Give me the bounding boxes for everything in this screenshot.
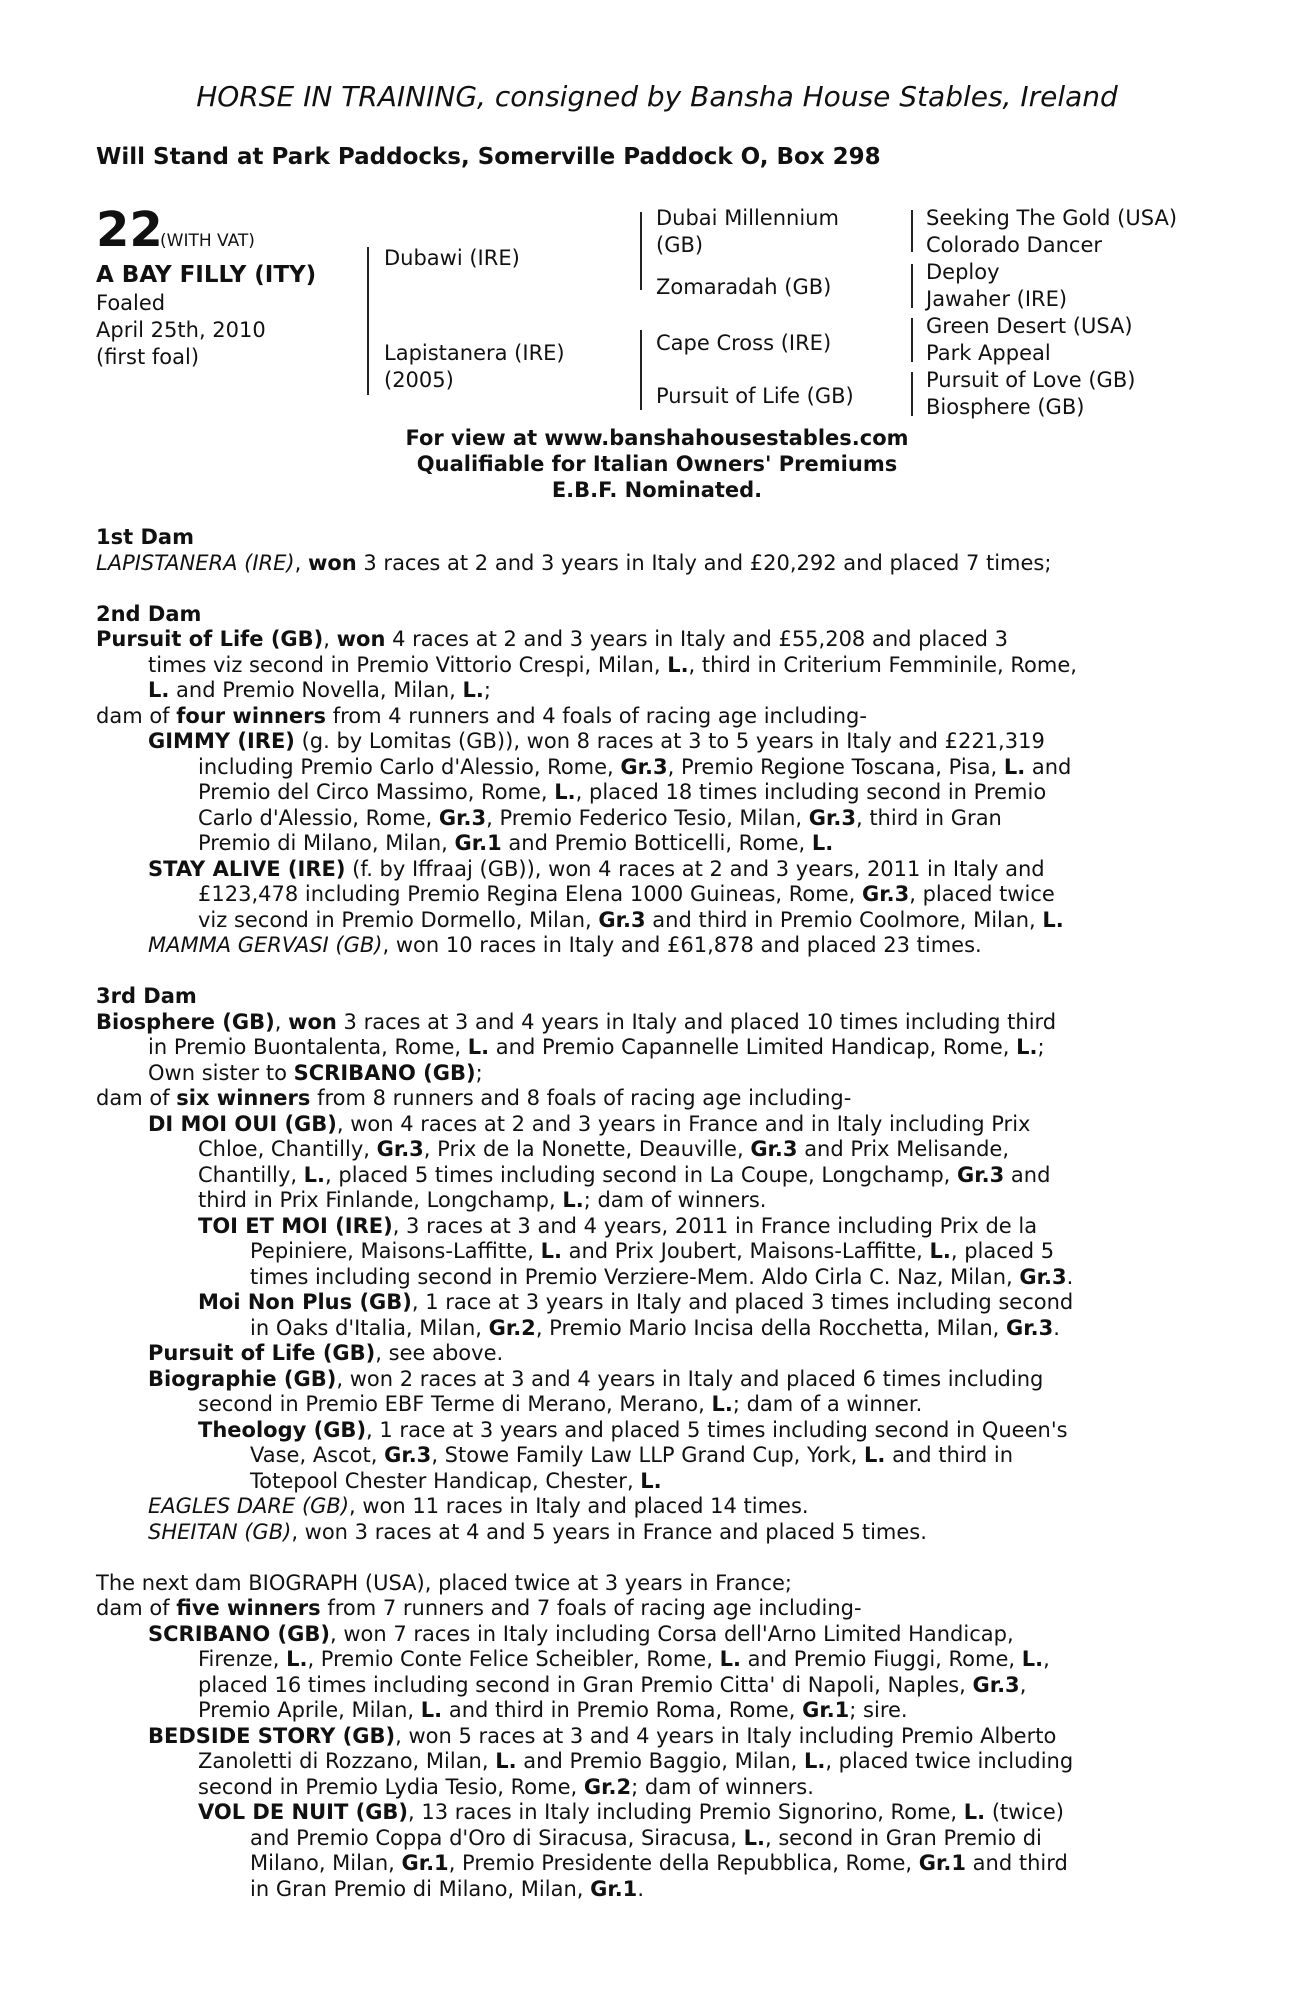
- text: second in Premio Lydia Tesio, Rome,: [198, 1774, 584, 1799]
- catalogue-line: [96, 1494, 1204, 1520]
- text: , won 2 races at 3 and 4 years in Italy and placed 6 times including: [336, 1366, 1044, 1391]
- text: ; dam of winners.: [631, 1774, 814, 1799]
- text: and Prix Melisande,: [797, 1137, 1009, 1161]
- bold-text: Biosphere (GB): [96, 1009, 275, 1034]
- spacer: [96, 576, 1204, 602]
- bold-text: won: [307, 550, 357, 575]
- catalogue-line: [96, 1596, 1204, 1622]
- catalogue-line: [96, 704, 1204, 730]
- text: , Premio Presidente della Repubblica, Rome,: [448, 1851, 919, 1875]
- text: , third in Gran: [855, 805, 1002, 830]
- bold-text: five winners: [176, 1596, 321, 1620]
- catalogue-line: [96, 1341, 1204, 1367]
- vat-note: (WITH VAT): [160, 231, 255, 251]
- bold-text: 2nd Dam: [96, 601, 202, 626]
- bold-text: L.: [743, 1825, 765, 1850]
- pedigree-brace: [911, 264, 913, 308]
- catalogue-line: [96, 602, 1204, 628]
- text: Totepool Chester Handicap, Chester,: [250, 1468, 641, 1493]
- catalogue-line: [96, 1877, 1204, 1903]
- catalogue-line: [96, 551, 1204, 577]
- bold-text: Biographie (GB): [148, 1366, 337, 1391]
- text: , won 4 races at 2 and 3 years in France and in Italy including Prix: [336, 1111, 1031, 1136]
- bold-text: four winners: [176, 703, 327, 728]
- catalogue-line: [96, 755, 1204, 781]
- pedigree-gg5: Green Desert (USA): [926, 314, 1133, 338]
- catalogue-line: [96, 1163, 1204, 1189]
- pedigree-gg1: Seeking The Gold (USA): [926, 206, 1178, 230]
- text: , placed 5 times including second in La Coupe, Longchamp,: [325, 1162, 958, 1187]
- text: Zanoletti di Rozzano, Milan,: [198, 1749, 496, 1773]
- text: , Premio Federico Tesio, Milan,: [486, 805, 809, 830]
- text: .: [1053, 1315, 1060, 1340]
- catalogue-line: [96, 780, 1204, 806]
- bold-text: L.: [864, 1443, 886, 1467]
- pedigree-sire-dam: Zomaradah (GB): [656, 275, 832, 299]
- bold-text: Pursuit of Life (GB): [96, 627, 324, 651]
- text: , placed 18 times including second in Premio: [575, 780, 1047, 804]
- catalogue-line: [96, 525, 1204, 551]
- bold-text: Gr.3: [620, 754, 668, 779]
- bold-text: Gr.1: [454, 831, 502, 855]
- pedigree-brace: [640, 212, 642, 290]
- ebf-note: E.B.F. Nominated.: [551, 478, 763, 502]
- catalogue-body: [96, 525, 1204, 1902]
- pedigree-dam-sire: Cape Cross (IRE): [656, 331, 832, 355]
- bold-text: L.: [667, 652, 689, 677]
- text: , Premio Regione Toscana, Pisa,: [667, 754, 1004, 779]
- pedigree-gg6: Park Appeal: [926, 341, 1051, 365]
- text: ,: [1043, 1647, 1050, 1671]
- stand-location: Will Stand at Park Paddocks, Somerville Paddock O, Box 298: [96, 144, 881, 170]
- bold-text: L.: [1021, 1647, 1044, 1671]
- bold-text: L.: [963, 1800, 986, 1824]
- text: Chantilly,: [198, 1162, 304, 1187]
- bold-text: Gr.1: [590, 1876, 638, 1901]
- catalogue-line: [96, 729, 1204, 755]
- text: , 13 races in Italy including Premio Signorino, Rome,: [408, 1800, 964, 1824]
- spacer: [96, 959, 1204, 985]
- catalogue-line: [96, 1622, 1204, 1648]
- bold-text: L.: [467, 1035, 490, 1059]
- bold-text: Gr.2: [488, 1315, 536, 1340]
- text: ,: [323, 627, 337, 651]
- bold-text: TOI ET MOI (IRE): [198, 1213, 393, 1238]
- text: Milano, Milan,: [250, 1851, 402, 1875]
- text: , Stowe Family Law LLP Grand Cup, York,: [431, 1443, 865, 1467]
- text: , placed twice including: [825, 1749, 1074, 1773]
- text: , won 11 races in Italy and placed 14 times.: [349, 1494, 809, 1518]
- bold-text: L.: [1042, 907, 1064, 932]
- text: (twice): [985, 1800, 1064, 1824]
- catalogue-line: [96, 882, 1204, 908]
- catalogue-line: [96, 1800, 1204, 1826]
- pedigree-sire-sire: Dubai Millennium: [656, 206, 839, 230]
- bold-text: 3rd Dam: [96, 984, 197, 1008]
- bold-text: L.: [711, 1392, 733, 1416]
- text: and third: [965, 1851, 1068, 1875]
- text: and: [1025, 754, 1072, 779]
- catalogue-line: [96, 908, 1204, 934]
- catalogue-line: [96, 1188, 1204, 1214]
- bold-text: SCRIBANO (GB): [148, 1621, 330, 1646]
- text: , 1 race at 3 years in Italy and placed 3 times including second: [411, 1290, 1074, 1314]
- bold-text: Gr.3: [376, 1137, 424, 1161]
- bold-text: Gr.1: [401, 1851, 449, 1875]
- text: and: [1004, 1162, 1051, 1187]
- horse-name: A BAY FILLY (ITY): [96, 262, 317, 288]
- text: £123,478 including Premio Regina Elena 1000 Guineas, Rome,: [198, 882, 863, 906]
- text: in Oaks d'Italia, Milan,: [250, 1315, 489, 1340]
- catalogue-line: [96, 933, 1204, 959]
- bold-text: six winners: [176, 1086, 311, 1110]
- pedigree-dam: Lapistanera (IRE): [384, 341, 565, 365]
- text: ;: [483, 678, 491, 702]
- text: .: [1066, 1264, 1074, 1289]
- catalogue-line: [96, 1418, 1204, 1444]
- bold-text: L.: [811, 831, 834, 855]
- text: and Premio Novella, Milan,: [169, 678, 463, 702]
- spacer: [96, 1545, 1204, 1571]
- catalogue-line: [96, 1647, 1204, 1673]
- foaled-date: April 25th, 2010: [96, 318, 266, 342]
- text: and Premio Baggio, Milan,: [516, 1749, 804, 1773]
- pedigree-brace: [911, 210, 913, 252]
- catalogue-line: [96, 653, 1204, 679]
- view-url: For view at www.banshahousestables.com: [405, 426, 909, 450]
- bold-text: Theology (GB): [198, 1417, 367, 1442]
- catalogue-line: [96, 1112, 1204, 1138]
- pedigree-brace: [911, 372, 913, 416]
- catalogue-line: [96, 1826, 1204, 1852]
- text: Premio di Milano, Milan,: [198, 831, 455, 855]
- catalogue-line: [96, 1290, 1204, 1316]
- text: in Gran Premio di Milano, Milan,: [250, 1876, 591, 1901]
- catalogue-line: [96, 984, 1204, 1010]
- bold-text: L.: [1003, 754, 1026, 779]
- pedigree-gg8: Biosphere (GB): [926, 395, 1085, 419]
- text: Pepiniere, Maisons-Laffitte,: [250, 1239, 541, 1263]
- catalogue-line: [96, 1010, 1204, 1036]
- text: placed 16 times including second in Gran Premio Citta' di Napoli, Naples,: [198, 1672, 973, 1697]
- text: ; dam of a winner.: [732, 1392, 923, 1416]
- text: , won 7 races in Italy including Corsa dell'Arno Limited Handicap,: [329, 1621, 1014, 1646]
- bold-text: Gr.3: [750, 1137, 798, 1161]
- bold-text: Gr.3: [1019, 1264, 1067, 1289]
- bold-text: L.: [303, 1162, 326, 1187]
- bold-text: L.: [929, 1239, 951, 1263]
- text: Chloe, Chantilly,: [198, 1137, 377, 1161]
- text: from 4 runners and 4 foals of racing age including-: [326, 703, 867, 728]
- foaled-label: Foaled: [96, 291, 166, 315]
- text: and third in: [885, 1443, 1014, 1467]
- text: Carlo d'Alessio, Rome,: [198, 805, 439, 830]
- pedigree-gg2: Colorado Dancer: [926, 233, 1102, 257]
- catalogue-line: [96, 1443, 1204, 1469]
- pedigree-sire-sire-suffix: (GB): [656, 233, 704, 257]
- bold-text: L.: [148, 678, 170, 702]
- text: , won 5 races at 3 and 4 years in Italy including Premio Alberto: [395, 1723, 1057, 1748]
- bold-text: Gr.3: [808, 805, 856, 830]
- text: and Prix Joubert, Maisons-Laffitte,: [561, 1239, 930, 1263]
- foal-note: (first foal): [96, 345, 200, 369]
- bold-text: won: [288, 1009, 337, 1034]
- catalogue-line: [96, 1469, 1204, 1495]
- bold-text: DI MOI OUI (GB): [148, 1111, 337, 1136]
- catalogue-line: [96, 857, 1204, 883]
- pedigree-dam-year: (2005): [384, 368, 454, 392]
- catalogue-line: [96, 1749, 1204, 1775]
- catalogue-line: [96, 1214, 1204, 1240]
- text: , placed 5: [950, 1239, 1055, 1263]
- bold-text: L.: [640, 1468, 662, 1493]
- text: , 1 race at 3 years and placed 5 times including second in Queen's: [366, 1417, 1068, 1442]
- catalogue-line: [96, 678, 1204, 704]
- text: , second in Gran Premio di: [765, 1825, 1042, 1850]
- text: dam of: [96, 703, 177, 728]
- catalogue-line: [96, 1520, 1204, 1546]
- text: from 8 runners and 8 foals of racing age including-: [310, 1086, 852, 1110]
- catalogue-line: [96, 1724, 1204, 1750]
- catalogue-line: [96, 627, 1204, 653]
- italic-text: EAGLES DARE (GB): [148, 1494, 350, 1518]
- text: , 3 races at 3 and 4 years, 2011 in France including Prix de la: [392, 1213, 1038, 1238]
- bold-text: L.: [562, 1188, 584, 1212]
- text: Firenze,: [198, 1647, 287, 1671]
- text: and third in Premio Coolmore, Milan,: [645, 907, 1043, 932]
- bold-text: Gr.1: [918, 1851, 966, 1875]
- pedigree-dam-dam: Pursuit of Life (GB): [656, 384, 854, 408]
- catalogue-line: [96, 1316, 1204, 1342]
- text: 3 races at 3 and 4 years in Italy and placed 10 times including third: [336, 1009, 1057, 1034]
- bold-text: Pursuit of Life (GB): [148, 1341, 376, 1365]
- text: ,: [274, 1009, 289, 1034]
- lot-number: 22: [96, 202, 163, 258]
- text: .: [637, 1876, 644, 1901]
- bold-text: won: [336, 627, 386, 651]
- italic-text: SHEITAN (GB): [148, 1519, 292, 1544]
- text: ; dam of winners.: [583, 1188, 767, 1212]
- bold-text: Gr.3: [598, 907, 646, 932]
- bold-text: Gr.3: [384, 1443, 432, 1467]
- catalogue-line: [96, 1239, 1204, 1265]
- catalogue-line: [96, 1035, 1204, 1061]
- bold-text: BEDSIDE STORY (GB): [148, 1723, 396, 1748]
- bold-text: Gr.2: [583, 1774, 632, 1799]
- catalogue-line: [96, 1851, 1204, 1877]
- catalogue-line: [96, 1137, 1204, 1163]
- text: , Prix de la Nonette, Deauville,: [423, 1137, 751, 1161]
- text: viz second in Premio Dormello, Milan,: [198, 907, 599, 932]
- text: 3 races at 2 and 3 years in Italy and £20,292 and placed 7 times;: [356, 550, 1052, 575]
- catalogue-line: [96, 831, 1204, 857]
- text: , won 10 races in Italy and £61,878 and placed 23 times.: [382, 933, 982, 957]
- text: Vase, Ascot,: [250, 1443, 385, 1467]
- catalogue-line: [96, 1061, 1204, 1087]
- bold-text: Moi Non Plus (GB): [198, 1290, 412, 1314]
- text: and Premio Botticelli, Rome,: [501, 831, 812, 855]
- catalogue-line: [96, 1086, 1204, 1112]
- text: , placed twice: [909, 882, 1055, 906]
- text: times including second in Premio Verziere-Mem. Aldo Cirla C. Naz, Milan,: [250, 1264, 1020, 1289]
- text: and third in Premio Roma, Rome,: [442, 1698, 803, 1722]
- text: Premio del Circo Massimo, Rome,: [198, 780, 555, 804]
- bold-text: Gr.3: [862, 882, 910, 906]
- bold-text: 1st Dam: [96, 525, 194, 549]
- pedigree-brace: [640, 330, 642, 410]
- bold-text: L.: [286, 1647, 308, 1671]
- catalogue-line: [96, 1265, 1204, 1291]
- pedigree-gg7: Pursuit of Love (GB): [926, 368, 1136, 392]
- text: , third in Criterium Femminile, Rome,: [688, 652, 1077, 677]
- text: and Premio Fiuggi, Rome,: [740, 1647, 1022, 1671]
- bold-text: GIMMY (IRE): [148, 729, 295, 753]
- bold-text: L.: [719, 1647, 741, 1671]
- text: (g. by Lomitas (GB)), won 8 races at 3 to 5 years in Italy and £221,319: [294, 729, 1045, 753]
- text: ,: [1019, 1672, 1027, 1697]
- text: from 7 runners and 7 foals of racing age including-: [320, 1596, 862, 1620]
- catalogue-line: [96, 1392, 1204, 1418]
- text: including Premio Carlo d'Alessio, Rome,: [198, 754, 621, 779]
- text: and Premio Coppa d'Oro di Siracusa, Siracusa,: [250, 1825, 744, 1850]
- bold-text: SCRIBANO (GB): [293, 1060, 476, 1085]
- text: in Premio Buontalenta, Rome,: [148, 1035, 468, 1059]
- text: , see above.: [375, 1341, 504, 1365]
- text: dam of: [96, 1596, 177, 1620]
- text: , Premio Conte Felice Scheibler, Rome,: [307, 1647, 720, 1671]
- text: Own sister to: [148, 1060, 294, 1085]
- bold-text: VOL DE NUIT (GB): [198, 1800, 409, 1824]
- catalogue-line: [96, 806, 1204, 832]
- bold-text: Gr.3: [1006, 1315, 1054, 1340]
- bold-text: L.: [803, 1749, 826, 1773]
- text: ,: [294, 550, 308, 575]
- pedigree-sire: Dubawi (IRE): [384, 246, 520, 270]
- bold-text: Gr.3: [972, 1672, 1020, 1697]
- bold-text: L.: [462, 678, 484, 702]
- bold-text: STAY ALIVE (IRE): [148, 856, 346, 881]
- catalogue-line: [96, 1698, 1204, 1724]
- text: Premio Aprile, Milan,: [198, 1698, 421, 1722]
- italic-text: LAPISTANERA (IRE): [96, 550, 295, 575]
- bold-text: L.: [420, 1698, 443, 1722]
- bold-text: Gr.1: [802, 1698, 850, 1722]
- text: (f. by Iffraaj (GB)), won 4 races at 2 and 3 years, 2011 in Italy and: [345, 856, 1045, 881]
- text: times viz second in Premio Vittorio Crespi, Milan,: [148, 652, 668, 677]
- catalogue-line: [96, 1571, 1204, 1597]
- text: ;: [1037, 1035, 1045, 1059]
- text: ; sire.: [849, 1698, 908, 1722]
- text: 4 races at 2 and 3 years in Italy and £55,208 and placed 3: [385, 627, 1009, 651]
- catalogue-line: [96, 1673, 1204, 1699]
- bold-text: Gr.3: [957, 1162, 1005, 1187]
- catalogue-line: [96, 1775, 1204, 1801]
- bold-text: L.: [1016, 1035, 1038, 1059]
- text: , won 3 races at 4 and 5 years in France and placed 5 times.: [291, 1519, 927, 1544]
- text: and Premio Capannelle Limited Handicap, Rome,: [489, 1035, 1017, 1059]
- italic-text: MAMMA GERVASI (GB): [148, 933, 383, 957]
- pedigree-gg4: Jawaher (IRE): [926, 287, 1068, 311]
- catalogue-line: [96, 1367, 1204, 1393]
- pedigree-brace: [367, 247, 369, 395]
- text: dam of: [96, 1086, 177, 1110]
- text: second in Premio EBF Terme di Merano, Merano,: [198, 1392, 712, 1416]
- page-title: HORSE IN TRAINING, consigned by Bansha House Stables, Ireland: [196, 80, 1118, 113]
- text: third in Prix Finlande, Longchamp,: [198, 1188, 563, 1212]
- text: , Premio Mario Incisa della Rocchetta, Milan,: [535, 1315, 1006, 1340]
- bold-text: L.: [495, 1749, 517, 1773]
- pedigree-gg3: Deploy: [926, 260, 1000, 284]
- bold-text: Gr.3: [438, 805, 487, 830]
- premiums-note: Qualifiable for Italian Owners' Premiums: [416, 452, 898, 476]
- bold-text: L.: [540, 1239, 562, 1263]
- text: The next dam BIOGRAPH (USA), placed twice at 3 years in France;: [96, 1570, 792, 1595]
- text: ;: [475, 1060, 483, 1085]
- bold-text: L.: [554, 780, 576, 804]
- pedigree-brace: [911, 318, 913, 362]
